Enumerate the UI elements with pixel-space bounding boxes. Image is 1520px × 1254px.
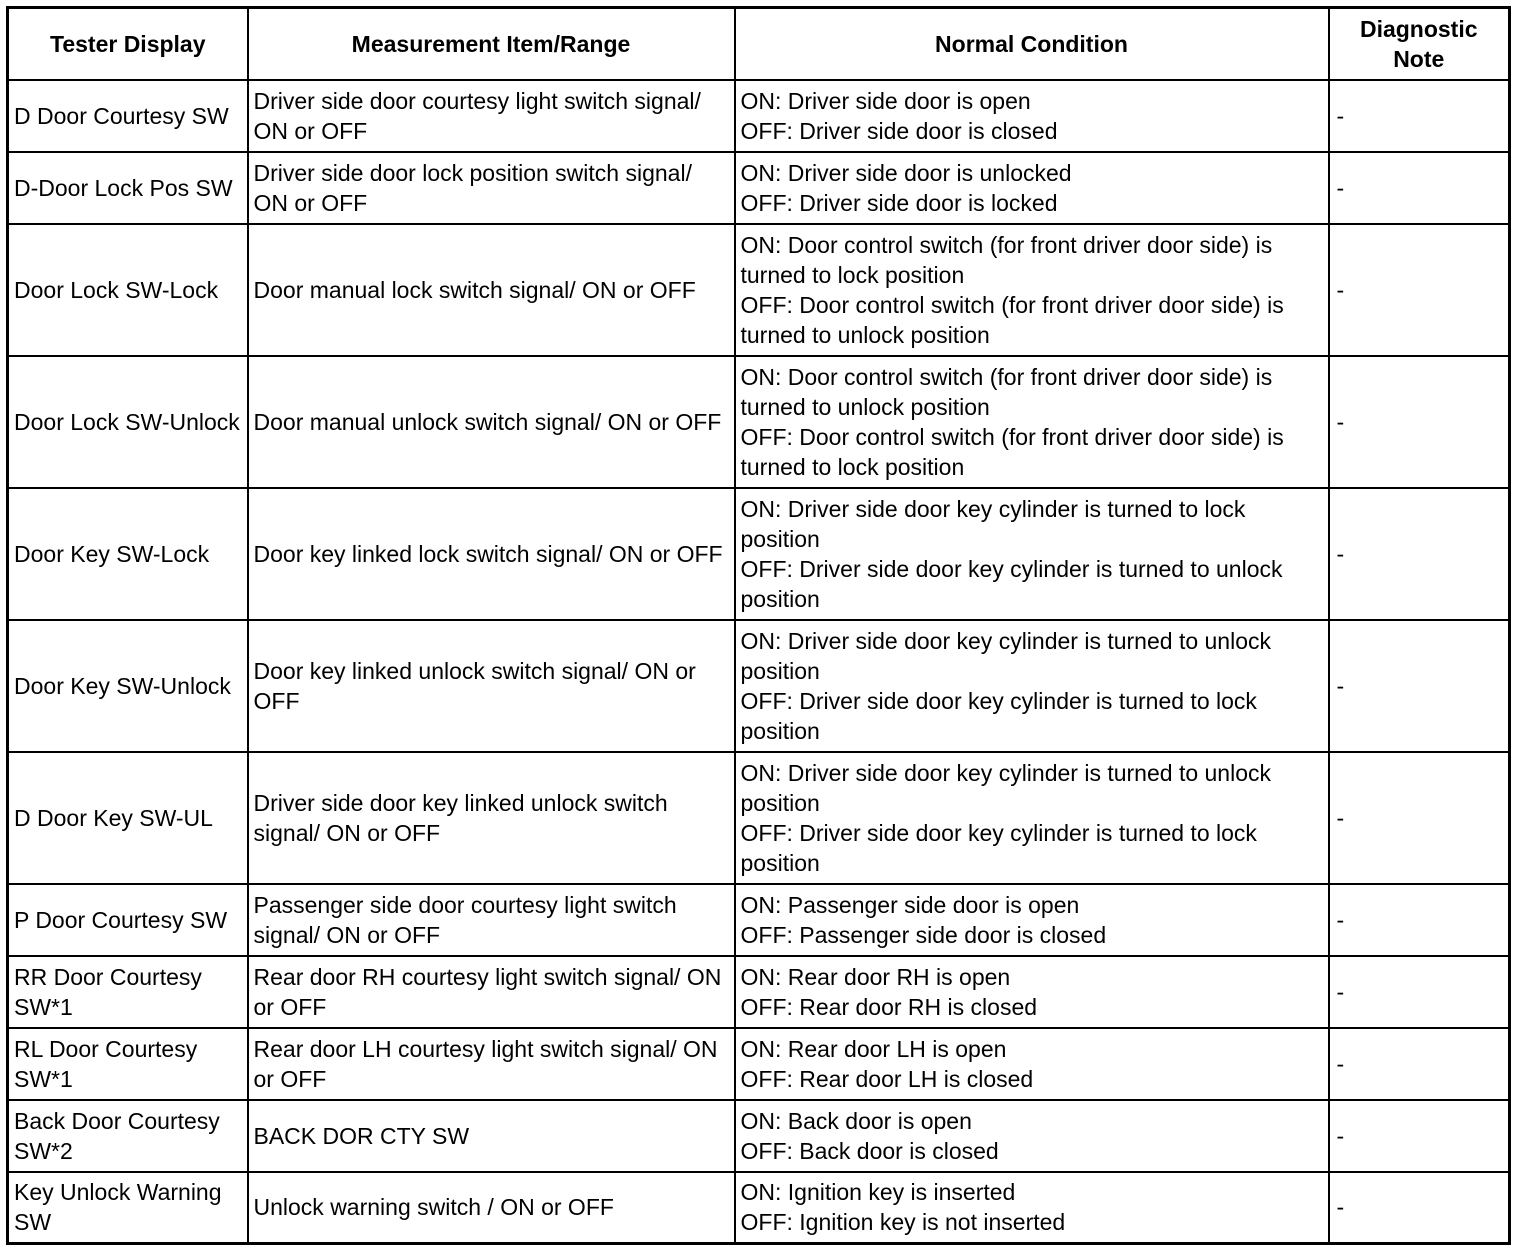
condition-off: OFF: Door control switch (for front driver door side) is turned to unlock position xyxy=(740,291,1284,348)
condition-on: ON: Driver side door key cylinder is turned to unlock position xyxy=(740,627,1271,684)
tester-display-cell: D Door Key SW-UL xyxy=(8,752,248,884)
tester-display-cell: Key Unlock Warning SW xyxy=(8,1172,248,1244)
condition-off: OFF: Door control switch (for front driver door side) is turned to lock position xyxy=(740,423,1284,480)
tester-display-cell: Door Lock SW-Lock xyxy=(8,224,248,356)
normal-condition-cell xyxy=(735,356,1329,488)
measurement-cell: Passenger side door courtesy light switch signal/ ON or OFF xyxy=(248,884,735,956)
table-row xyxy=(8,80,1510,152)
condition-off: OFF: Driver side door is closed xyxy=(740,117,1058,144)
measurement-cell: Door manual lock switch signal/ ON or OFF xyxy=(248,224,735,356)
condition-on: ON: Back door is open xyxy=(740,1107,972,1134)
measurement-cell: Door key linked unlock switch signal/ ON or OFF xyxy=(248,620,735,752)
condition-on: ON: Driver side door is open xyxy=(740,87,1031,114)
normal-condition-cell xyxy=(735,1172,1329,1244)
normal-condition-cell xyxy=(735,488,1329,620)
measurement-cell: Rear door LH courtesy light switch signal/ ON or OFF xyxy=(248,1028,735,1100)
condition-off: OFF: Rear door RH is closed xyxy=(740,993,1038,1020)
measurement-cell: Driver side door key linked unlock switch signal/ ON or OFF xyxy=(248,752,735,884)
condition-on: ON: Door control switch (for front driver door side) is turned to unlock position xyxy=(740,363,1273,420)
condition-off: OFF: Driver side door key cylinder is turned to lock position xyxy=(740,819,1257,876)
normal-condition-cell xyxy=(735,224,1329,356)
table-row xyxy=(8,488,1510,620)
diagnostic-note-cell: - xyxy=(1329,80,1510,152)
condition-on: ON: Driver side door is unlocked xyxy=(740,159,1072,186)
header-tester-display: Tester Display xyxy=(8,8,248,80)
normal-condition-cell xyxy=(735,752,1329,884)
diagnostic-note-cell: - xyxy=(1329,752,1510,884)
diagnostic-data-table xyxy=(6,6,1511,1245)
table-row xyxy=(8,956,1510,1028)
diagnostic-note-cell: - xyxy=(1329,1028,1510,1100)
condition-off: OFF: Driver side door key cylinder is turned to lock position xyxy=(740,687,1257,744)
header-normal-condition: Normal Condition xyxy=(735,8,1329,80)
table-row xyxy=(8,1028,1510,1100)
diagnostic-note-cell: - xyxy=(1329,152,1510,224)
table-header-row xyxy=(8,8,1510,80)
header-diagnostic-note-line2: Note xyxy=(1393,45,1445,72)
normal-condition-cell xyxy=(735,80,1329,152)
normal-condition-cell xyxy=(735,620,1329,752)
table-row xyxy=(8,620,1510,752)
condition-on: ON: Passenger side door is open xyxy=(740,891,1080,918)
condition-on: ON: Driver side door key cylinder is turned to unlock position xyxy=(740,759,1271,816)
diagnostic-note-cell: - xyxy=(1329,1172,1510,1244)
tester-display-cell: Door Lock SW-Unlock xyxy=(8,356,248,488)
table-row xyxy=(8,752,1510,884)
tester-display-cell: D Door Courtesy SW xyxy=(8,80,248,152)
tester-display-cell: Door Key SW-Lock xyxy=(8,488,248,620)
tester-display-cell: D-Door Lock Pos SW xyxy=(8,152,248,224)
diagnostic-note-cell: - xyxy=(1329,488,1510,620)
normal-condition-cell xyxy=(735,956,1329,1028)
condition-off: OFF: Back door is closed xyxy=(740,1137,999,1164)
table-row xyxy=(8,224,1510,356)
condition-off: OFF: Driver side door is locked xyxy=(740,189,1058,216)
tester-display-cell: RL Door Courtesy SW*1 xyxy=(8,1028,248,1100)
diagnostic-note-cell: - xyxy=(1329,224,1510,356)
condition-off: OFF: Passenger side door is closed xyxy=(740,921,1107,948)
table-row xyxy=(8,1172,1510,1244)
normal-condition-cell xyxy=(735,1028,1329,1100)
table-row xyxy=(8,884,1510,956)
normal-condition-cell xyxy=(735,884,1329,956)
diagnostic-note-cell: - xyxy=(1329,1100,1510,1172)
condition-on: ON: Rear door RH is open xyxy=(740,963,1011,990)
measurement-cell: Door manual unlock switch signal/ ON or OFF xyxy=(248,356,735,488)
measurement-cell: Rear door RH courtesy light switch signal/ ON or OFF xyxy=(248,956,735,1028)
measurement-cell: Driver side door courtesy light switch signal/ ON or OFF xyxy=(248,80,735,152)
diagnostic-note-cell: - xyxy=(1329,356,1510,488)
condition-off: OFF: Driver side door key cylinder is turned to unlock position xyxy=(740,555,1283,612)
condition-off: OFF: Ignition key is not inserted xyxy=(740,1209,1066,1236)
tester-display-cell: P Door Courtesy SW xyxy=(8,884,248,956)
table-row xyxy=(8,356,1510,488)
condition-on: ON: Ignition key is inserted xyxy=(740,1179,1016,1206)
tester-display-cell: Door Key SW-Unlock xyxy=(8,620,248,752)
measurement-cell: Unlock warning switch / ON or OFF xyxy=(248,1172,735,1244)
header-diagnostic-note-line1: Diagnostic xyxy=(1359,15,1478,42)
measurement-cell: Door key linked lock switch signal/ ON or OFF xyxy=(248,488,735,620)
normal-condition-cell xyxy=(735,1100,1329,1172)
condition-on: ON: Rear door LH is open xyxy=(740,1035,1007,1062)
measurement-cell: BACK DOR CTY SW xyxy=(248,1100,735,1172)
condition-on: ON: Door control switch (for front driver door side) is turned to lock position xyxy=(740,231,1273,288)
diagnostic-note-cell: - xyxy=(1329,956,1510,1028)
table-row xyxy=(8,1100,1510,1172)
condition-on: ON: Driver side door key cylinder is turned to lock position xyxy=(740,495,1246,552)
tester-display-cell: RR Door Courtesy SW*1 xyxy=(8,956,248,1028)
header-measurement: Measurement Item/Range xyxy=(248,8,735,80)
tester-display-cell: Back Door Courtesy SW*2 xyxy=(8,1100,248,1172)
diagnostic-note-cell: - xyxy=(1329,620,1510,752)
condition-off: OFF: Rear door LH is closed xyxy=(740,1065,1034,1092)
table-row xyxy=(8,152,1510,224)
measurement-cell: Driver side door lock position switch signal/ ON or OFF xyxy=(248,152,735,224)
diagnostic-note-cell: - xyxy=(1329,884,1510,956)
normal-condition-cell xyxy=(735,152,1329,224)
header-diagnostic-note xyxy=(1329,8,1510,80)
